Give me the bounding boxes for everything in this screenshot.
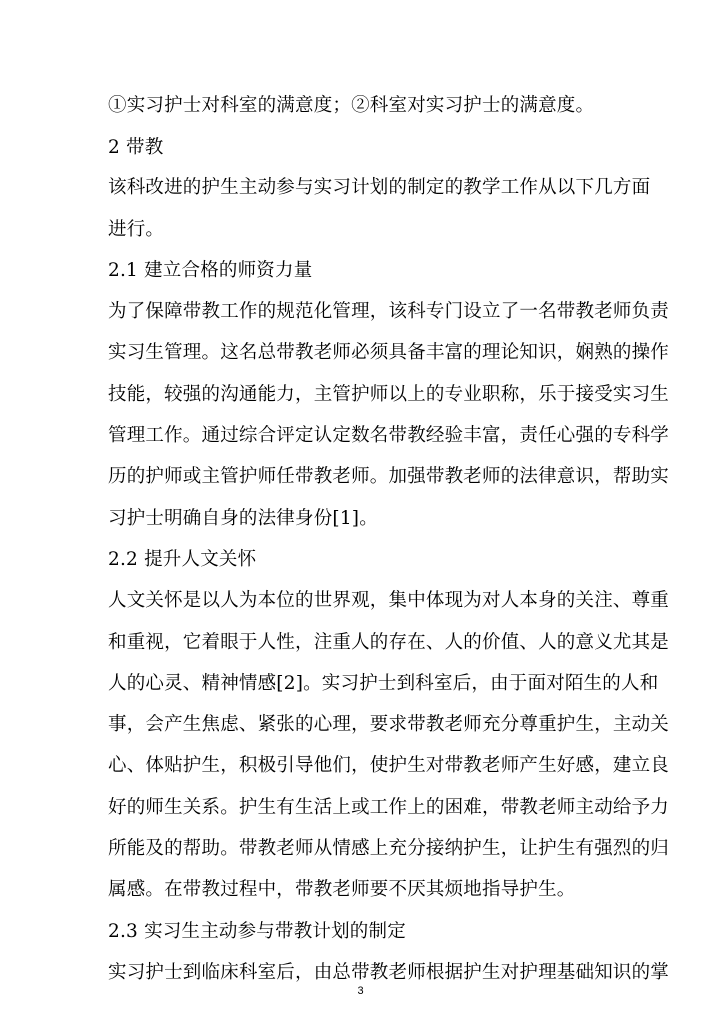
text-line: 属感。在带教过程中，带教老师要不厌其烦地指导护生。 (108, 879, 576, 900)
text-line: 为了保障带教工作的规范化管理，该科专门设立了一名带教老师负责 (108, 301, 670, 322)
subsection-heading: 2.2 提升人文关怀 (108, 549, 257, 570)
subsection-heading: 2.3 实习生主动参与带教计划的制定 (108, 921, 406, 942)
text-line: 习护士明确自身的法律身份[1]。 (108, 508, 378, 529)
section-heading: 2 带教 (108, 137, 164, 158)
text-line: 好的师生关系。护生有生活上或工作上的困难，带教老师主动给予力 (108, 797, 670, 818)
text-line: 所能及的帮助。带教老师从情感上充分接纳护生，让护生有强烈的归 (108, 838, 670, 859)
text-line: 管理工作。通过综合评定认定数名带教经验丰富，责任心强的专科学 (108, 425, 670, 446)
page-number: 3 (357, 985, 364, 997)
text-line: 人文关怀是以人为本位的世界观，集中体现为对人本身的关注、尊重 (108, 590, 670, 611)
text-line: 实习生管理。这名总带教老师必须具备丰富的理论知识，娴熟的操作 (108, 342, 670, 363)
subsection-heading: 2.1 建立合格的师资力量 (108, 260, 313, 281)
text-line: 实习护士到临床科室后，由总带教老师根据护生对护理基础知识的掌 (108, 962, 670, 983)
text-line: 事，会产生焦虑、紧张的心理，要求带教老师充分尊重护生，主动关 (108, 714, 670, 735)
text-line: 和重视，它着眼于人性，注重人的存在、人的价值、人的意义尤其是 (108, 632, 670, 653)
text-line: 技能，较强的沟通能力，主管护师以上的专业职称，乐于接受实习生 (108, 384, 670, 405)
text-line: 该科改进的护生主动参与实习计划的制定的教学工作从以下几方面 (108, 177, 651, 198)
text-line: 人的心灵、精神情感[2]。实习护士到科室后，由于面对陌生的人和 (108, 673, 659, 694)
text-line: 心、体贴护生，积极引导他们，使护生对带教老师产生好感，建立良 (108, 755, 670, 776)
text-line: 历的护师或主管护师任带教老师。加强带教老师的法律意识，帮助实 (108, 466, 670, 487)
text-line: 进行。 (108, 219, 165, 240)
text-line: ①实习护士对科室的满意度；②科室对实习护士的满意度。 (108, 95, 595, 116)
